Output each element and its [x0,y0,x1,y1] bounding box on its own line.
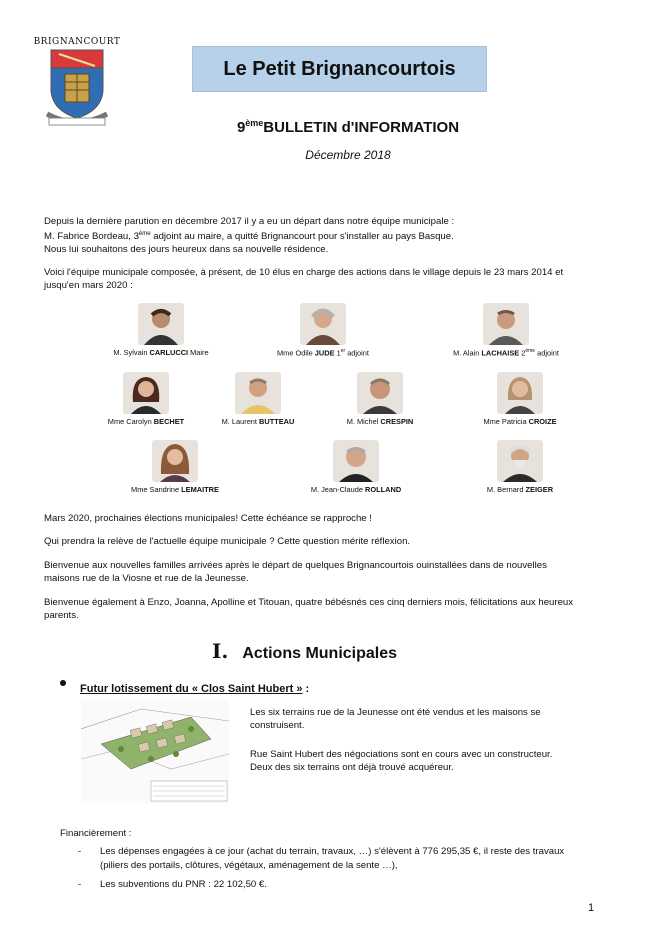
intro-paragraph: Depuis la dernière parution en décembre 2017 il y a eu un départ dans notre équipe municipale : M. Fabrice Bordeau, 3ème adjoint au maire, a quitté Brignancourt pour s'installer au pays Basque. Nous lui souhaitons des jours heureux dans sa nouvelle résidence. [44,216,455,256]
lotissement-heading: Futur lotissement du « Clos Saint Hubert » : [80,683,310,695]
member-card: M. Alain LACHAISE 2ème adjoint [445,303,567,357]
finance-label: Financièrement : [60,828,132,839]
member-photo [497,440,543,482]
section-title: Actions Municipales [242,645,398,662]
member-photo [483,303,529,345]
crest-town-name: BRIGNANCOURT [33,37,121,47]
finance-item: - Les dépenses engagées à ce jour (achat du terrain, travaux, …) s'élèvent à 776 295,35 €, il reste des travaux (piliers des portails, clôtures, végétaux, aménagement de la sente …), [78,846,565,871]
member-photo [235,372,281,414]
question-paragraph: Qui prendra la relève de l'actuelle équipe municipale ? Cette question mérite réflexion. [44,536,411,547]
member-card: Mme Carolyn BECHET [100,372,192,426]
member-card: Mme Odile JUDE 1er adjoint [264,303,382,357]
lotissement-saint-hubert-text: Rue Saint Hubert des négociations sont en cours avec un constructeur. Deux des six terrains ont déjà trouvé acquéreur. [250,749,553,773]
member-photo [300,303,346,345]
member-photo [152,440,198,482]
page-number: 1 [588,902,595,914]
elections-paragraph: Mars 2020, prochaines élections municipales! Cette échéance se rapproche ! [44,513,372,524]
member-card: Mme Patricia CROIZE [474,372,566,426]
member-card: M. Michel CRESPIN [334,372,426,426]
newsletter-title: Le Petit Brignancourtois [192,46,487,92]
bulletin-date: Décembre 2018 [305,148,391,162]
lotissement-jeunesse-text: Les six terrains rue de la Jeunesse ont été vendus et les maisons se construisent. [250,707,541,731]
town-crest-logo [33,38,121,130]
lotissement-plan-image [81,699,229,803]
member-photo [123,372,169,414]
team-intro-paragraph: Voici l'équipe municipale composée, à présent, de 10 élus en charge des actions dans le village depuis le 23 mars 2014 et jusqu'en mars 2020 : [44,267,564,291]
finance-item: - Les subventions du PNR : 22 102,50 €. [78,879,267,890]
member-card: M. Jean-Claude ROLLAND [300,440,412,494]
welcome-babies-paragraph: Bienvenue également à Enzo, Joanna, Apolline et Titouan, quatre bébésnés ces cinq derniers mois, félicitations aux heureux parents. [44,597,574,621]
member-photo [357,372,403,414]
bulletin-heading: 9èmeBULLETIN d'INFORMATION [236,118,460,136]
member-card: Mme Sandrine LEMAITRE [125,440,225,494]
section-heading [212,639,397,663]
member-photo [333,440,379,482]
member-photo [497,372,543,414]
welcome-families-paragraph: Bienvenue aux nouvelles familles arrivées après le départ de quelques Brignancourtois ouinstallées dans de nouvelles maisons rue de la Viosne et rue de la Jeunesse. [44,560,547,584]
bullet-icon [60,680,66,686]
member-card: M. Bernard ZEIGER [474,440,566,494]
member-photo [138,303,184,345]
section-number: I. [212,639,229,663]
member-card: M. Laurent BUTTEAU [212,372,304,426]
member-card: M. Sylvain CARLUCCI Maire [105,303,217,357]
